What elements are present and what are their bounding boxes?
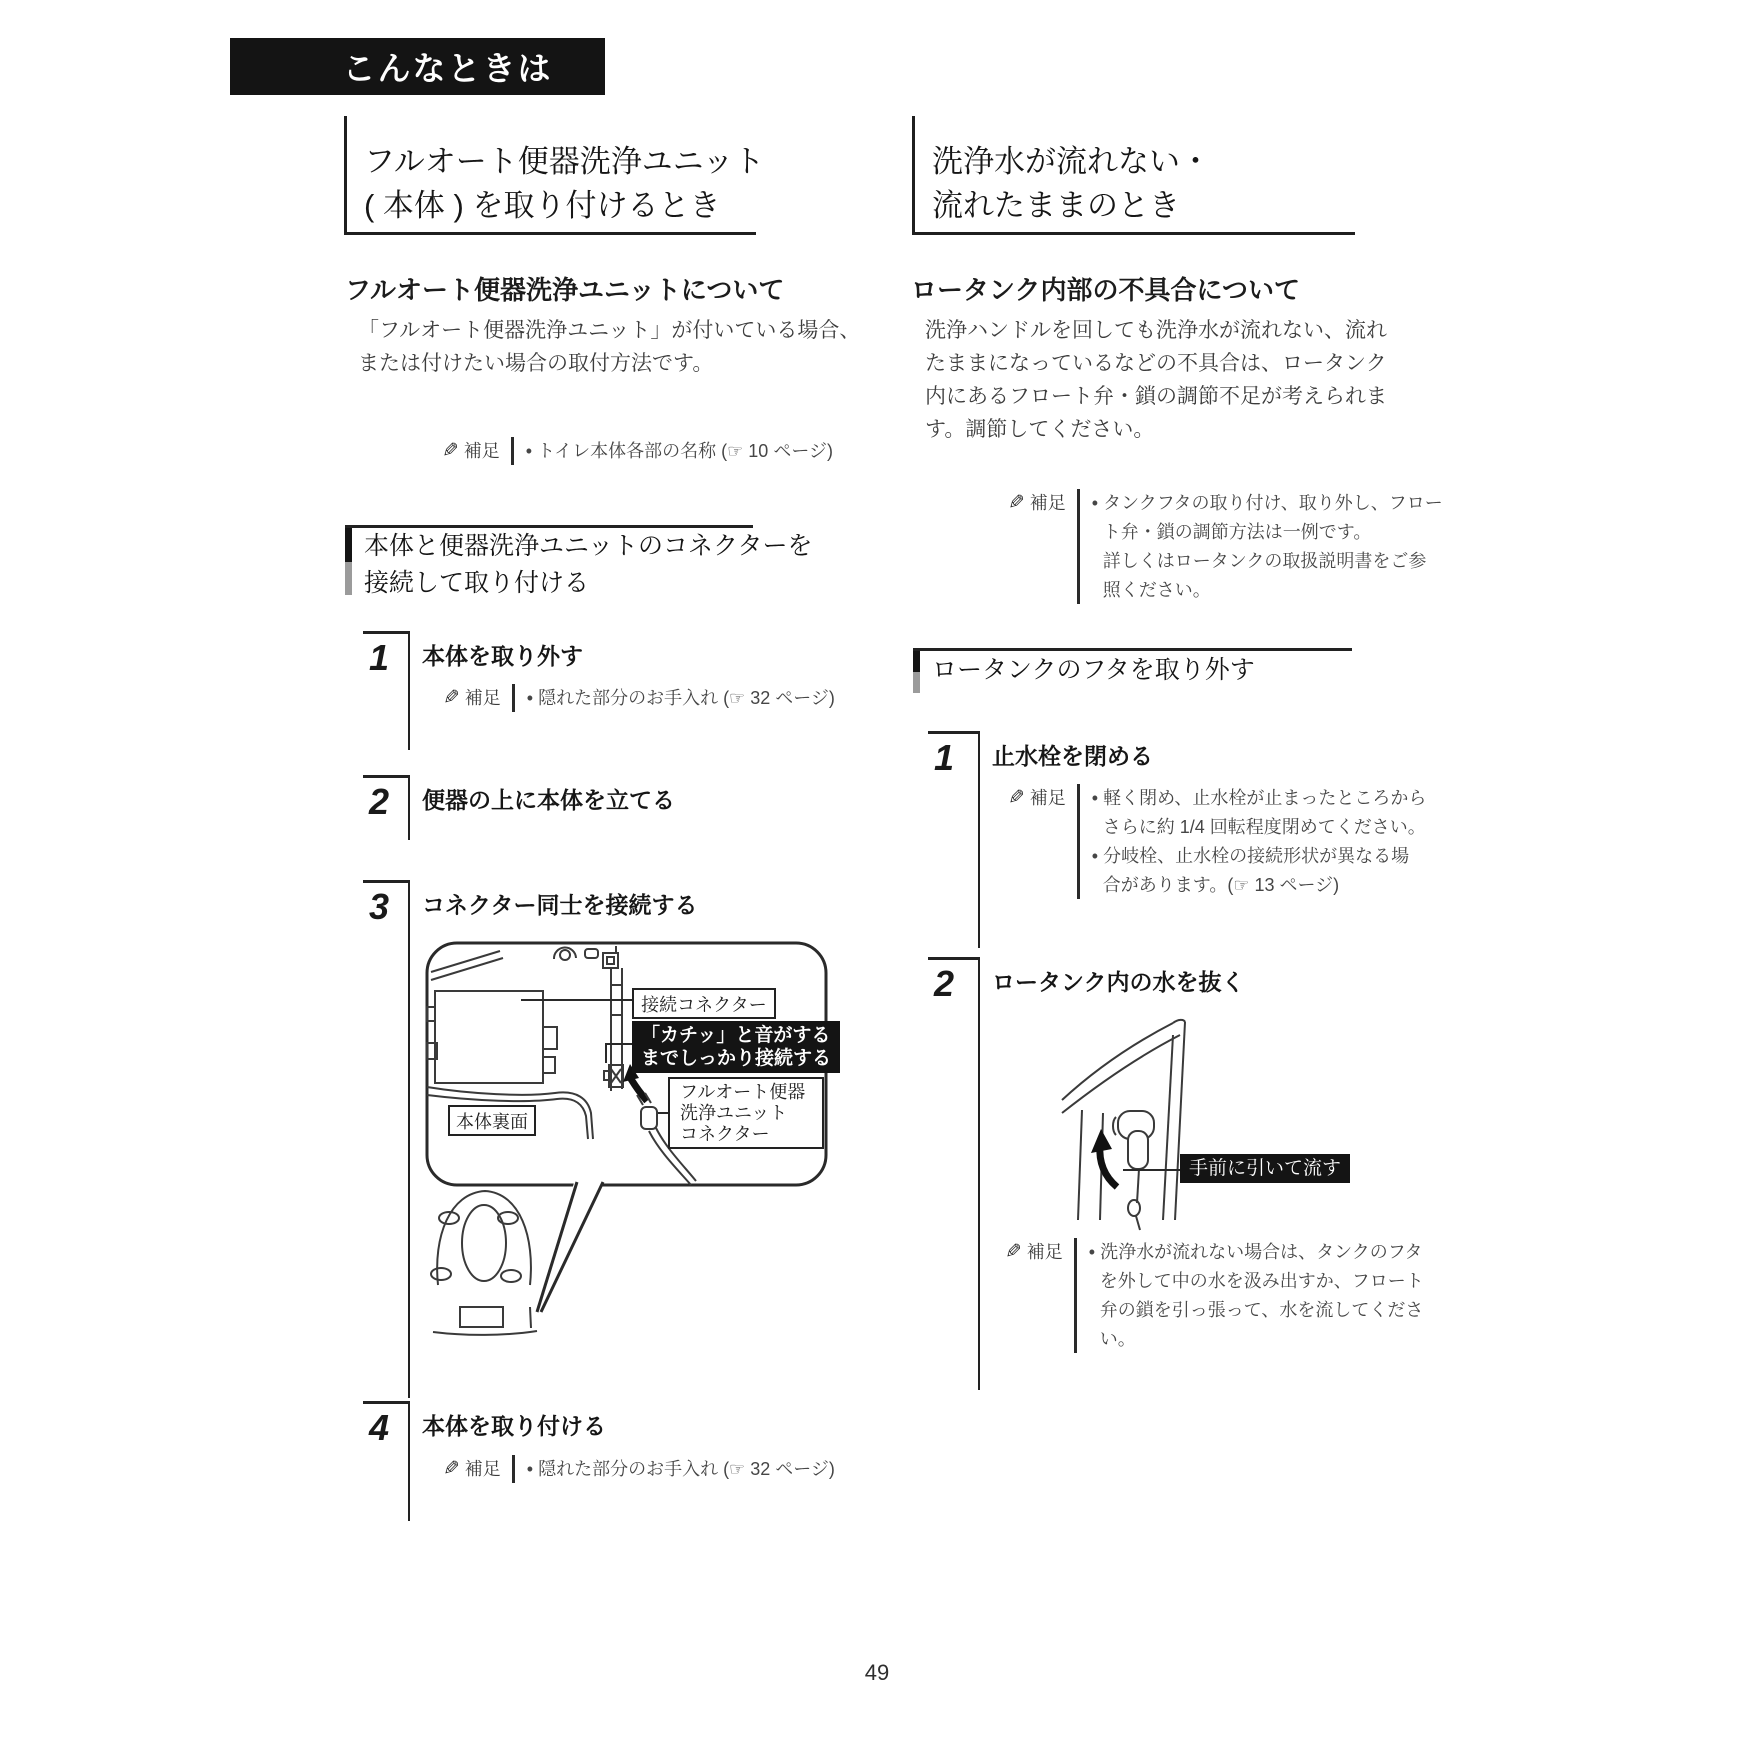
left-procedure-bar <box>345 528 352 562</box>
step-note <box>1008 784 1426 900</box>
section-badge: こんなときは <box>230 38 605 95</box>
tank-figure-drawing <box>1020 1005 1340 1235</box>
step-number-box <box>363 1401 410 1521</box>
figure-label-unit-line1: フルオート便器 <box>680 1081 806 1102</box>
note-line: い。 <box>1099 1329 1136 1349</box>
right-about-note <box>1008 489 1443 605</box>
chain <box>1128 1169 1140 1230</box>
note-line: さらに約 1/4 回転程度閉めてください。 <box>1102 817 1426 837</box>
left-body-line: または付けたい場合の取付方法です。 <box>358 352 714 375</box>
step-note <box>443 684 835 713</box>
right-body-line: たままになっているなどの不具合は、ロータンク <box>925 352 1387 375</box>
step-number: 2 <box>369 781 390 822</box>
pencil-icon: ✎ <box>442 440 459 462</box>
figure-label-click <box>632 1021 840 1073</box>
figure-label-unit-connector <box>668 1077 824 1149</box>
right-body-line: 内にあるフロート弁・鎖の調節不足が考えられま <box>925 385 1387 408</box>
pencil-icon: ✎ <box>443 1458 460 1480</box>
step-note <box>443 1455 835 1484</box>
left-procedure-heading-line2: 接続して取り付ける <box>364 569 590 597</box>
note-divider <box>512 1455 515 1483</box>
figure-label-unit-line3: コネクター <box>680 1123 770 1144</box>
right-procedure-bar-gray <box>913 672 920 693</box>
note-divider <box>1077 489 1080 604</box>
note-line: 詳しくはロータンクの取扱説明書をご参 <box>1102 551 1427 571</box>
right-procedure-heading: ロータンクのフタを取り外す <box>932 656 1255 684</box>
note-line: ト弁・鎖の調節方法は一例です。 <box>1102 522 1372 542</box>
right-body-line: 洗浄ハンドルを回しても洗浄水が流れない、流れ <box>925 319 1387 342</box>
right-page-title-line1: 洗浄水が流れない・ <box>932 144 1211 179</box>
page-number: 49 <box>864 1660 890 1685</box>
step-number: 1 <box>369 637 390 678</box>
left-page-title-line2: ( 本体 ) を取り付けるとき <box>364 188 721 223</box>
step-title: 本体を取り外す <box>422 643 583 669</box>
note-line: • トイレ本体各部の名称 (☞ 10 ページ) <box>525 441 833 461</box>
left-section-heading: フルオート便器洗浄ユニットについて <box>345 275 785 305</box>
step-number: 3 <box>369 886 390 927</box>
note-label: 補足 <box>1029 788 1066 808</box>
note-divider <box>1074 1238 1077 1353</box>
step-number-box <box>363 775 410 840</box>
pencil-icon: ✎ <box>1008 492 1025 514</box>
note-line: を外して中の水を汲み出すか、フロート <box>1099 1271 1424 1291</box>
right-body-line: す。調節してください。 <box>925 418 1155 441</box>
left-page-title-line1: フルオート便器洗浄ユニット <box>364 144 765 179</box>
figure-label-click-line2: までしっかり接続する <box>641 1048 832 1069</box>
step-title: 便器の上に本体を立てる <box>422 787 675 813</box>
figure-label-unit-back: 本体裏面 <box>448 1105 536 1136</box>
note-line: • タンクフタの取り付け、取り外し、フロー <box>1091 493 1443 513</box>
note-label: 補足 <box>1029 493 1066 513</box>
note-line: 弁の鎖を引っ張って、水を流してくださ <box>1099 1300 1424 1320</box>
step-number-box <box>363 880 410 1398</box>
step-note <box>1005 1238 1424 1354</box>
note-line: 合があります。(☞ 13 ページ) <box>1102 875 1340 895</box>
note-divider <box>511 437 514 465</box>
figure-label-connector: 接続コネクター <box>632 988 776 1019</box>
step-number: 1 <box>934 737 955 778</box>
right-page-title-block <box>912 116 1355 235</box>
note-line: • 軽く閉め、止水栓が止まったところから <box>1091 788 1427 808</box>
figure-label-click-line1: 「カチッ」と音がする <box>641 1025 831 1046</box>
left-procedure-heading-line1: 本体と便器洗浄ユニットのコネクターを <box>364 532 813 560</box>
note-label: 補足 <box>463 441 500 461</box>
left-page-title-block <box>344 116 765 235</box>
figure-label-unit-line2: 洗浄ユニット <box>680 1102 788 1123</box>
note-line: • 洗浄水が流れない場合は、タンクのフタ <box>1088 1242 1423 1262</box>
note-label: 補足 <box>464 1459 501 1479</box>
pencil-icon: ✎ <box>443 687 460 709</box>
step-number: 2 <box>934 963 955 1004</box>
step-title: ロータンク内の水を抜く <box>992 969 1245 995</box>
step-title: 止水栓を閉める <box>992 743 1153 769</box>
right-procedure-bar <box>913 651 920 672</box>
step-number-box <box>928 957 980 1390</box>
pencil-icon: ✎ <box>1005 1241 1022 1263</box>
note-line: • 分岐栓、止水栓の接続形状が異なる場 <box>1091 846 1410 866</box>
step-title: 本体を取り付ける <box>422 1413 606 1439</box>
note-line: 照ください。 <box>1102 580 1211 600</box>
left-procedure-bar-gray <box>345 562 352 595</box>
note-line: • 隠れた部分のお手入れ (☞ 32 ページ) <box>526 1459 835 1479</box>
right-page-title-line2: 流れたままのとき <box>932 188 1180 223</box>
step-number-box <box>928 731 980 948</box>
figure-label-pull-flush: 手前に引いて流す <box>1180 1154 1350 1183</box>
note-line: • 隠れた部分のお手入れ (☞ 32 ページ) <box>526 688 835 708</box>
toilet-outline <box>431 1191 537 1335</box>
left-body-line: 「フルオート便器洗浄ユニット」が付いている場合、 <box>358 319 861 342</box>
step-number-box <box>363 631 410 750</box>
flush-handle <box>1113 1111 1154 1169</box>
pull-arrow-icon <box>1091 1129 1117 1187</box>
note-divider <box>512 684 515 712</box>
pencil-icon: ✎ <box>1008 787 1025 809</box>
left-about-note <box>442 437 833 466</box>
note-label: 補足 <box>464 688 501 708</box>
note-divider <box>1077 784 1080 899</box>
note-label: 補足 <box>1026 1242 1063 1262</box>
step-title: コネクター同士を接続する <box>422 892 698 918</box>
step-number: 4 <box>369 1407 390 1448</box>
right-procedure-rule <box>913 648 1352 651</box>
right-section-heading: ロータンク内部の不具合について <box>911 275 1300 305</box>
